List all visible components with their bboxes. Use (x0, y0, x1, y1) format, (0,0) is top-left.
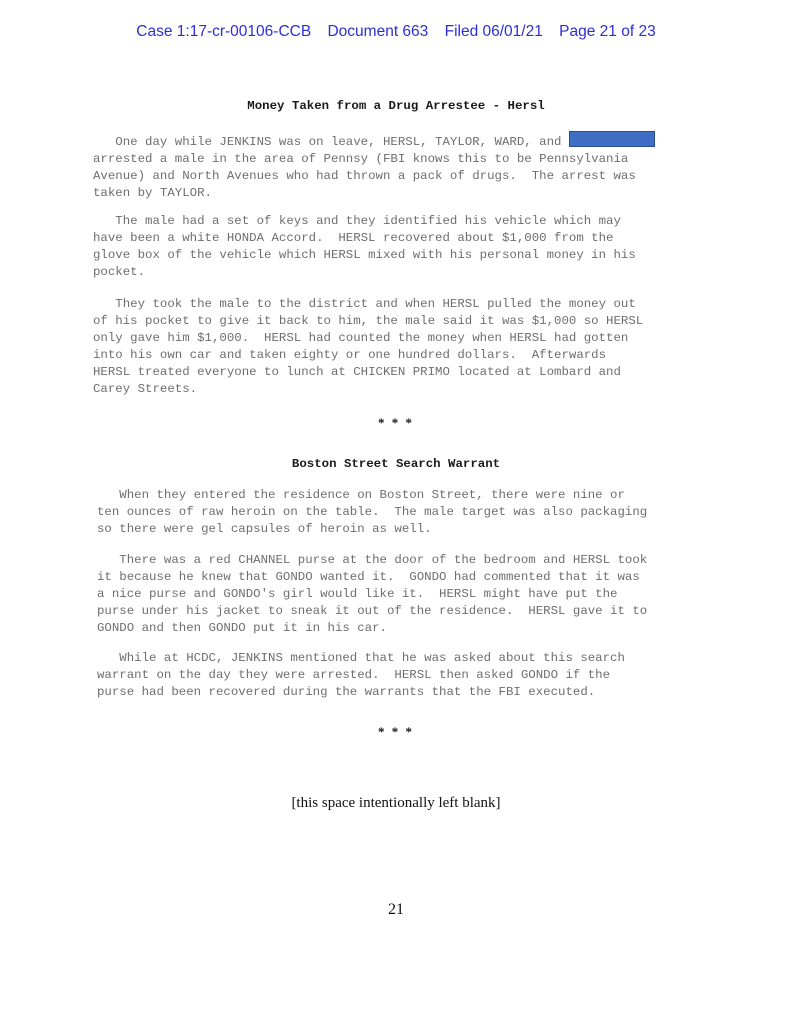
page-number: 21 (388, 901, 404, 918)
section-title-boston-street: Boston Street Search Warrant (291, 457, 501, 471)
section2-paragraph-1: When they entered the residence on Boston Street, there were nine or ten ounces of raw heroin on the table. The male target was also packaging so there were gel capsules of heroin as well. (97, 488, 648, 536)
section1-paragraph-3: They took the male to the district and when HERSL pulled the money out of his pocket to give it back to him, the male said it was $1,000 so HERSL only gave him $1,000. HERSL had counted the money when HERSL had gotten into his own car and taken eighty or one hundred dollars. Afterwards HERSL treated everyone to lunch at CHICKEN PRIMO located at Lombard and Carey Streets. (93, 297, 644, 396)
page-indicator: Page 21 of 23 (559, 23, 656, 40)
section-divider: * * * (378, 415, 414, 430)
section1-paragraph-1-rest: arrested a male in the area of Pennsy (FBI knows this to be Pennsylvania Avenue) and North Avenues who had thrown a pack of drugs. The arrest was taken by TAYLOR. (93, 152, 636, 200)
document-number: Document 663 (327, 23, 429, 40)
section2-paragraph-3: While at HCDC, JENKINS mentioned that he was asked about this search warrant on the day they were arrested. HERSL then asked GONDO if the purse had been recovered during the warrants that the FBI executed. (97, 651, 625, 699)
section1-paragraph-2: The male had a set of keys and they identified his vehicle which may have been a white HONDA Accord. HERSL recovered about $1,000 from the glove box of the vehicle which HERSL mixed with his personal money in his pocket. (93, 214, 636, 279)
section1-paragraph-1 (93, 131, 655, 202)
section-title-money-taken: Money Taken from a Drug Arrestee - Hersl (247, 99, 545, 113)
intentionally-blank-note: [this space intentionally left blank] (291, 795, 501, 811)
case-number: Case 1:17-cr-00106-CCB (136, 23, 312, 40)
section2-paragraph-2: There was a red CHANNEL purse at the door of the bedroom and HERSL took it because he knew that GONDO wanted it. GONDO had commented that it was a nice purse and GONDO's girl would like it. HERSL might have put the purse under his jacket to sneak it out of the residence. HERSL gave it to GONDO and then GONDO put it in his car. (97, 553, 648, 635)
section-divider: * * * (378, 724, 414, 739)
filed-date: Filed 06/01/21 (444, 23, 543, 40)
section1-paragraph-1-line-1: One day while JENKINS was on leave, HERSL, TAYLOR, WARD, and (93, 135, 569, 149)
case-header (0, 23, 792, 41)
redaction-block (569, 131, 655, 147)
